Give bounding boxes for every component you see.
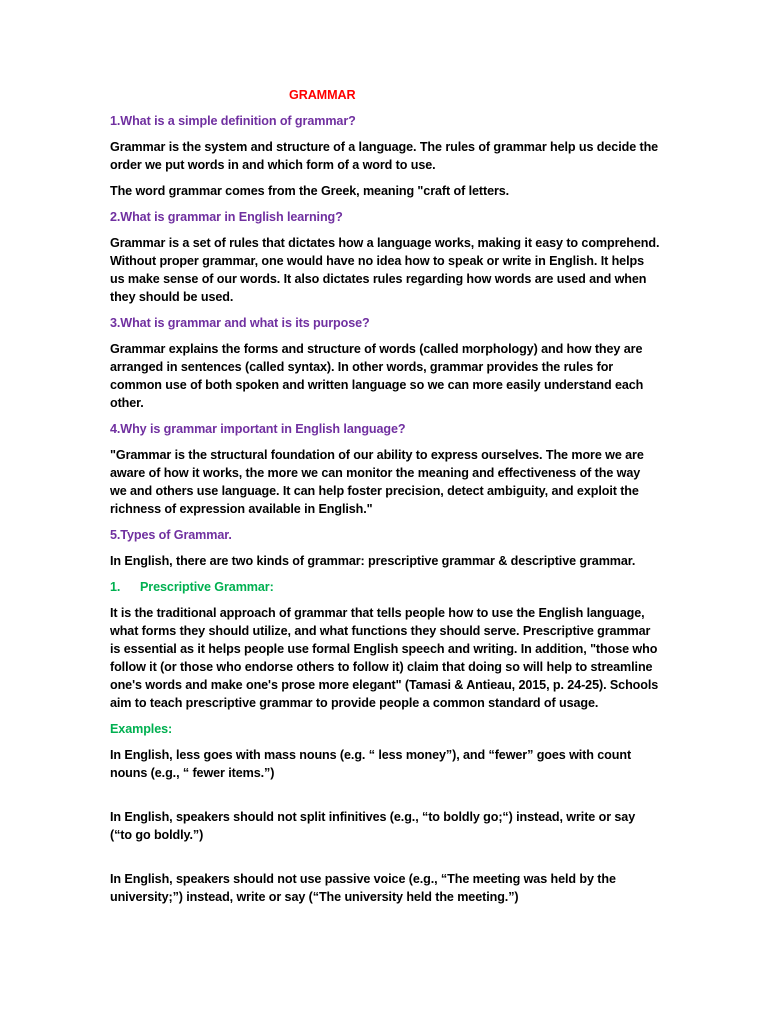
question-heading-5: 5.Types of Grammar. <box>110 528 232 542</box>
document-title: GRAMMAR <box>289 88 356 102</box>
answer-paragraph-3: Grammar explains the forms and structure of words (called morphology) and how they are arranged in sentences (called syntax). In other words, grammar provides the rules for common use of both spoken and written language so we can more easily understand each other. <box>110 342 644 410</box>
answer-paragraph-1b: The word grammar comes from the Greek, meaning "craft of letters. <box>110 184 510 198</box>
question-heading-2: 2.What is grammar in English learning? <box>110 210 343 224</box>
subheading-number: 1. <box>110 580 121 594</box>
example-paragraph-2: In English, speakers should not split infinitives (e.g., “to boldly go;“) instead, write or say (“to go boldly.”) <box>110 810 636 842</box>
question-heading-1: 1.What is a simple definition of grammar? <box>110 114 356 128</box>
subheading-label: Prescriptive Grammar: <box>140 580 274 594</box>
answer-paragraph-5: In English, there are two kinds of grammar: prescriptive grammar & descriptive grammar. <box>110 554 636 568</box>
answer-paragraph-1a: Grammar is the system and structure of a language. The rules of grammar help us decide the order we put words in and which form of a word to use. <box>110 140 659 172</box>
question-heading-4: 4.Why is grammar important in English language? <box>110 422 406 436</box>
subheading-prescriptive-grammar <box>110 578 660 596</box>
document-body <box>110 86 660 914</box>
spacer <box>110 790 660 808</box>
question-heading-3: 3.What is grammar and what is its purpose? <box>110 316 370 330</box>
example-paragraph-3: In English, speakers should not use passive voice (e.g., “The meeting was held by the university;”) instead, write or say (“The university held the meeting.”) <box>110 872 616 904</box>
answer-paragraph-4: "Grammar is the structural foundation of our ability to express ourselves. The more we are aware of how it works, the more we can monitor the meaning and effectiveness of the way we and others use language. It can help foster precision, detect ambiguity, and exploit the richness of expression available in English." <box>110 448 644 516</box>
answer-paragraph-2: Grammar is a set of rules that dictates how a language works, making it easy to comprehend. Without proper grammar, one would have no idea how to speak or write in English. It helps us make sense of our words. It also dictates rules regarding how words are used and when they should be used. <box>110 236 660 304</box>
examples-label: Examples: <box>110 722 173 736</box>
spacer <box>110 852 660 870</box>
example-paragraph-1: In English, less goes with mass nouns (e.g. “ less money”), and “fewer” goes with count nouns (e.g., “ fewer items.”) <box>110 748 632 780</box>
prescriptive-grammar-paragraph: It is the traditional approach of grammar that tells people how to use the English language, what forms they should utilize, and what functions they should serve. Prescriptive grammar is essential as it helps people use formal English speech and writing. In addition, "those who follow it (or those who endorse others to follow it) claim that doing so will help to streamline one's words and make one's prose more elegant" (Tamasi & Antieau, 2015, p. 24-25). Schools aim to teach prescriptive grammar to provide people a common standard of usage. <box>110 606 659 710</box>
